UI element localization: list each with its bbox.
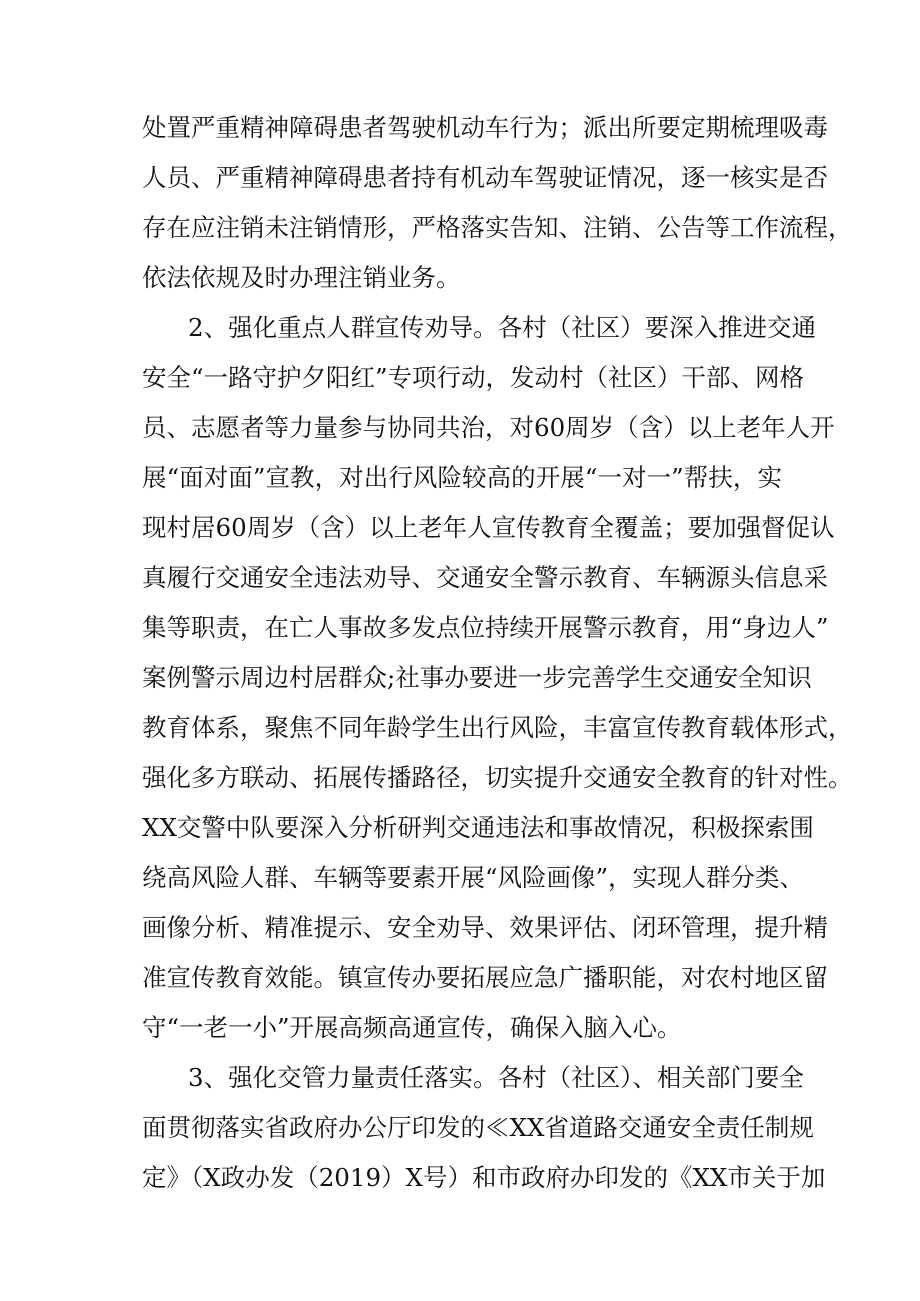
- text-line-10: 真履行交通安全违法劝导、交通安全警示教育、车辆源头信息采: [142, 563, 828, 592]
- text-line-7: 员、志愿者等力量参与协同共治，对60周岁（含）以上老年人开: [142, 413, 835, 442]
- text-line-9: 现村居60周岁（含）以上老年人宣传教育全覆盖；要加强督促认: [142, 513, 835, 542]
- text-line-21: 面贯彻落实省政府办公厅印发的≪XX省道路交通安全责任制规: [142, 1113, 814, 1142]
- text-line-13: 教育体系，聚焦不同年龄学生出行风险，丰富宣传教育载体形式，: [142, 713, 853, 742]
- text-line-1: 处置严重精神障碍患者驾驶机动车行为；派出所要定期梳理吸毒: [142, 113, 828, 142]
- text-line-2: 人员、严重精神障碍患者持有机动车驾驶证情况，逐一核实是否: [142, 163, 828, 192]
- text-line-20: 3、强化交管力量责任落实。各村（社区）、相关部门要全: [188, 1063, 804, 1092]
- text-line-17: 画像分析、精准提示、安全劝导、效果评估、闭环管理，提升精: [142, 913, 828, 942]
- text-line-15: XX交警中队要深入分析研判交通违法和事故情况，积极探索围: [142, 813, 814, 842]
- text-line-5: 2、强化重点人群宣传劝导。各村（社区）要深入推进交通: [188, 313, 817, 342]
- text-line-8: 展“面对面”宣教，对出行风险较高的开展“一对一”帮扶，实: [142, 463, 782, 492]
- text-line-22: 定》（X政办发（2019）X号）和市政府办印发的《XX市关于加: [142, 1163, 826, 1192]
- text-line-16: 绕高风险人群、车辆等要素开展“风险画像”，实现人群分类、: [142, 863, 805, 892]
- text-line-19: 守“一老一小”开展高频高通宣传，确保入脑入心。: [142, 1013, 682, 1042]
- text-line-3: 存在应注销未注销情形，严格落实告知、注销、公告等工作流程，: [142, 213, 853, 242]
- text-line-6: 安全“一路守护夕阳红”专项行动，发动村（社区）干部、网格: [142, 363, 805, 392]
- text-line-11: 集等职责，在亡人事故多发点位持续开展警示教育，用“身边人”: [142, 613, 829, 642]
- text-line-14: 强化多方联动、拓展传播路径，切实提升交通安全教育的针对性。: [142, 763, 853, 792]
- text-line-18: 准宣传教育效能。镇宣传办要拓展应急广播职能，对农村地区留: [142, 963, 828, 992]
- text-line-4: 依法依规及时办理注销业务。: [142, 263, 461, 292]
- text-line-12: 案例警示周边村居群众;社事办要进一步完善学生交通安全知识: [142, 663, 812, 692]
